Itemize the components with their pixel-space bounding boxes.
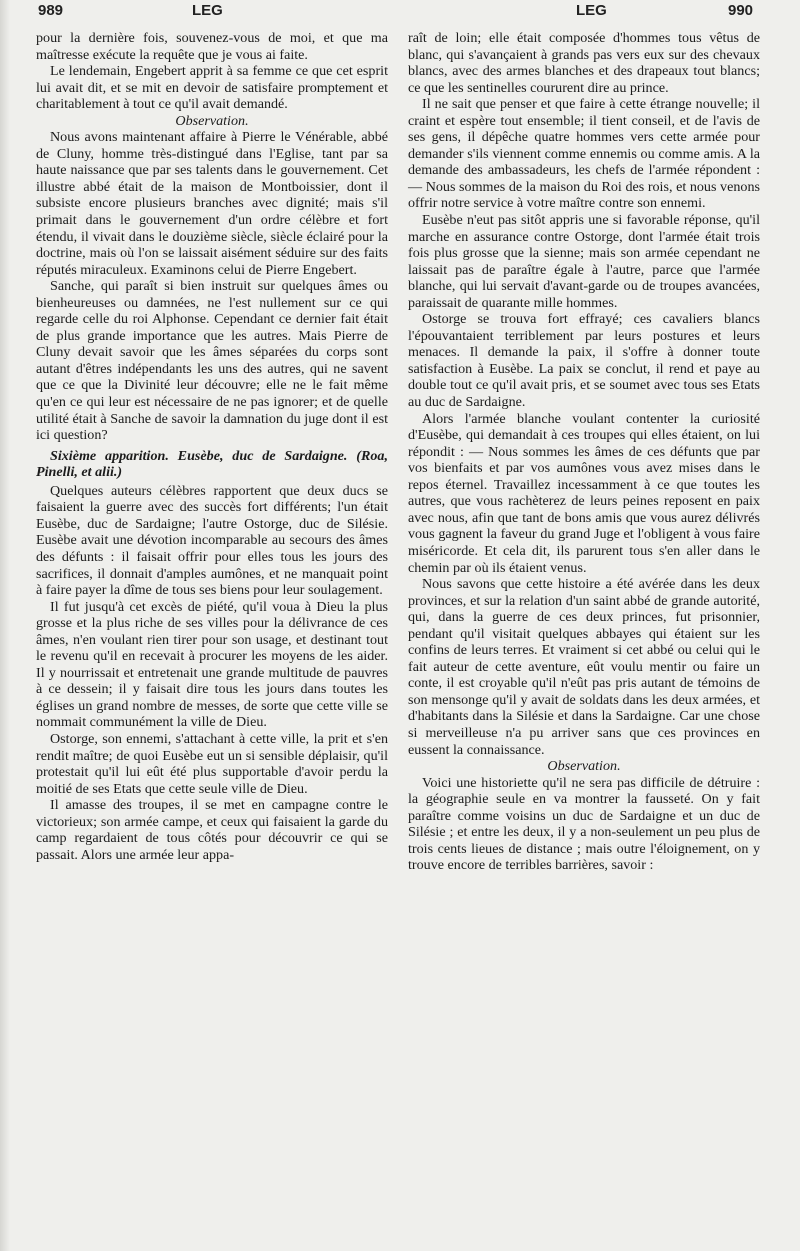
paragraph: Alors l'armée blanche voulant contenter la curiosité d'Eusèbe, qui demandait à ces troupes qui elles étaient, on lui répondit : — Nous sommes les âmes de ces défunts que par vos bienfaits et par vos aumônes vous avez mises dans le repos éternel. Travaillez incessamment à ce que toutes les autres, que vous rachèterez de leurs peines reposent en paix avec nous, afin que tant de bons amis que vous aurez délivrés vous gagnent la faveur du grand Juge et l'obligent à vous faire miséricorde. Et cela dit, ils parurent tous s'en aller dans le chemin par où ils étaient venus. xyxy=(408,410,760,576)
paragraph: Le lendemain, Engebert apprit à sa femme ce que cet esprit lui avait dit, et se mit en devoir de satisfaire promptement et charitablement à tout ce qu'il avait demandé. xyxy=(36,63,388,113)
paragraph: Sanche, qui paraît si bien instruit sur quelques âmes ou bienheureuses ou damnées, ne l'est nullement sur ce qui regarde celle du roi Alphonse. Cependant ce dernier fait était de plus grande importance que les autres. Mais Pierre de Cluny devait savoir que les âmes séparées du corps sont autant d'êtres indépendants les uns des autres, qui ne savent que ce que la Divinité leur découvre; elle ne le fait même qu'en ce qui leur est nécessaire de ne pas ignorer; et de quelle utilité était à Sanche de savoir la damnation du juge dont il est ici question? xyxy=(36,278,388,444)
running-header xyxy=(0,2,800,28)
paragraph: Quelques auteurs célèbres rapportent que deux ducs se faisaient la guerre avec des succès fort différents; l'un était Eusèbe, duc de Sardaigne; l'autre Ostorge, duc de Silésie. Eusèbe avait une dévotion incomparable au secours des âmes des défunts : il faisait offrir pour elles tous les jours des sacrifices, il donnait d'amples aumônes, et ne manquait point à faire payer la dîme de tous ses biens pour leur soulagement. xyxy=(36,482,388,599)
right-page-number: 990 xyxy=(728,2,754,19)
left-running-title: LEG xyxy=(192,2,223,19)
paragraph: raît de loin; elle était composée d'hommes tous vêtus de blanc, qui s'avançaient à grands pas vers eux sur des chevaux blancs, avec des armes blanches et des drapeaux tout blancs; ce que les sentinelles coururent dire au prince. xyxy=(408,30,760,96)
paragraph: pour la dernière fois, souvenez-vous de moi, et que ma maîtresse exécute la requête que je vous ai faite. xyxy=(36,30,388,63)
paragraph: Nous savons que cette histoire a été avérée dans les deux provinces, et sur la relation d'un saint abbé de grande autorité, qui, dans la guerre de ces deux princes, fut prisonnier, pendant qu'il visitait quelques abbayes qui étaient sur les confins de leurs terres. Et vraiment si cet abbé ou celui qui le fait auteur de cette aventure, eût voulu mentir ou faire un conte, il est croyable qu'il n'eût pas pris autant de témoins de son mensonge qu'il y avait de soldats dans les deux armées, et d'habitants dans la Silésie et dans la Sardaigne. Car une chose si merveilleuse n'a pu arriver sans que ces provinces en eussent la connaissance. xyxy=(408,576,760,758)
page-gutter-shadow xyxy=(0,0,10,1251)
section-heading: Observation. xyxy=(175,112,249,129)
right-running-title: LEG xyxy=(576,2,607,19)
paragraph: Eusèbe n'eut pas sitôt appris une si favorable réponse, qu'il marche en assurance contre Ostorge, dont l'armée était trois fois plus grosse que la sienne; mais son armée cependant ne laissait pas de paraître égale à l'autre, parce que l'armée blanche, qui lui servait d'avant-garde ou de troupes avancées, paraissait de quarante mille hommes. xyxy=(408,212,760,311)
left-page-number: 989 xyxy=(38,2,64,19)
paragraph: Il ne sait que penser et que faire à cette étrange nouvelle; il craint et espère tout ensemble; il tient conseil, et de l'avis de ses gens, il dépêche quatre hommes vers cette armée pour demander s'ils viennent comme ennemis ou comme amis. A la demande des ambassadeurs, les chefs de l'armée répondent : — Nous sommes de la maison du Roi des rois, et nous venons offrir notre service à votre maître contre son ennemi. xyxy=(408,96,760,212)
paragraph: Nous avons maintenant affaire à Pierre le Vénérable, abbé de Cluny, homme très-distingué dans l'Eglise, tant par sa haute naissance que par ses talents dans le gouvernement. Cet illustre abbé était de la maison de Montboissier, dont il subsiste encore plusieurs branches avec dignité; mais s'il primait dans le gouvernement d'un ordre célèbre et fort étendu, il vivait dans le douzième siècle, siècle éclairé pour la doctrine, mais où l'on se laissait aisément séduire sur des faits réputés miraculeux. Examinons celui de Pierre Engebert. xyxy=(36,129,388,278)
paragraph: Ostorge se trouva fort effrayé; ces cavaliers blancs l'épouvantaient terriblement par leurs postures et leurs menaces. Il demande la paix, il s'offre à donner toute satisfaction à Eusèbe. La paix se conclut, il rend et paye au double tout ce qu'il avait pris, et se soumet avec tous ses Etats au duc de Sardaigne. xyxy=(408,311,760,411)
left-column xyxy=(36,30,388,863)
section-title: Sixième apparition. Eusèbe, duc de Sardaigne. (Roa, Pinelli, et alii.) xyxy=(36,447,388,481)
section-heading: Observation. xyxy=(547,758,621,775)
paragraph: Ostorge, son ennemi, s'attachant à cette ville, la prit et s'en rendit maître; de quoi Eusèbe eut un si sensible déplaisir, qu'il protestait qu'il lui eût été plus supportable d'avoir perdu la moitié de ses Etats que cette seule ville de Dieu. xyxy=(36,730,388,797)
right-column xyxy=(408,30,760,874)
paragraph: Il amasse des troupes, il se met en campagne contre le victorieux; son armée campe, et ceux qui faisaient la garde du camp regardaient de tous côtés pour découvrir ce qui se passait. Alors une armée leur appa- xyxy=(36,797,388,863)
paragraph: Voici une historiette qu'il ne sera pas difficile de détruire : la géographie seule en va montrer la fausseté. On y fait paraître comme voisins un duc de Sardaigne et un duc de Silésie ; et entre les deux, il y a non-seulement un peu plus de trois cents lieues de distance ; mais outre l'éloignement, on y trouve encore de terribles barrières, savoir : xyxy=(408,774,760,874)
paragraph: Il fut jusqu'à cet excès de piété, qu'il voua à Dieu la plus grosse et la plus riche de ses villes pour la délivrance de ces âmes, n'en voulant rien tirer pour son usage, et destinant tout le revenu qu'il en recevait à procurer les moyens de les aider. Il y nourrissait et entretenait une grande multitude de pauvres à ce dessein; il y faisait dire tous les jours dans toutes les églises un grand nombre de messes, de sorte que cette ville se nommait communément la ville de Dieu. xyxy=(36,598,388,731)
